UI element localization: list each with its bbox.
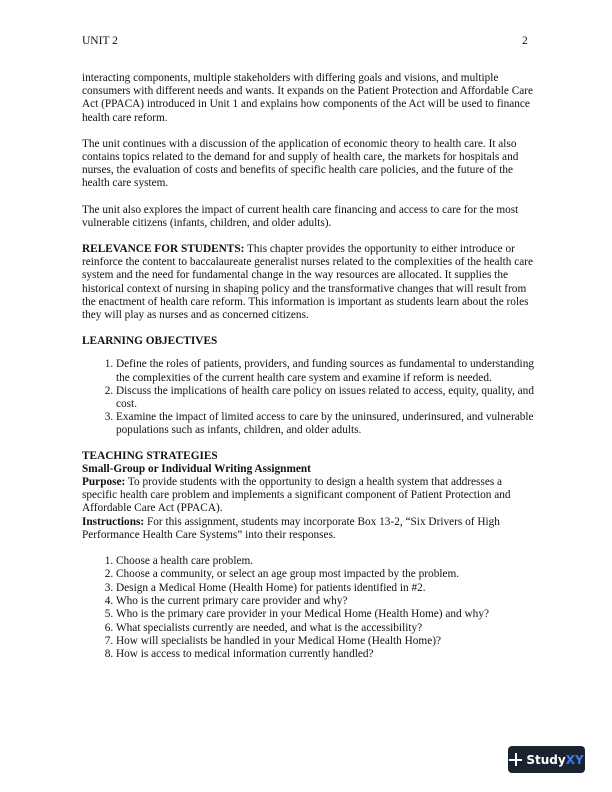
assignment-steps-list — [82, 555, 534, 661]
step-item: 2. Choose a community, or select an age group most impacted by the problem. — [116, 568, 534, 581]
page-content — [82, 72, 534, 661]
objectives-list — [82, 358, 534, 437]
purpose-text: To provide students with the opportunity to design a health system that addresses a specific health care problem and implements a significant component of Patient Protection and Affordable Care Act (PPACA). — [82, 476, 511, 515]
purpose-paragraph — [82, 476, 534, 516]
step-item: 5. Who is the primary care provider in your Medical Home (Health Home) and why? — [116, 608, 534, 621]
step-item: 6. What specialists currently are needed, and what is the accessibility? — [116, 622, 534, 635]
objective-item: 1. Define the roles of patients, providers, and funding sources as fundamental to understanding the complexities of the current health care system and examine if reform is needed. — [116, 358, 534, 384]
relevance-paragraph — [82, 243, 534, 322]
page-number: 2 — [522, 35, 528, 47]
objectives-heading: LEARNING OBJECTIVES — [82, 335, 218, 348]
studyxy-logo-text: StudyXY — [526, 752, 584, 767]
teaching-heading: TEACHING STRATEGIES — [82, 449, 218, 462]
instructions-label: Instructions: — [82, 515, 145, 528]
running-header: UNIT 2 — [82, 35, 118, 47]
step-item: 1. Choose a health care problem. — [116, 555, 534, 568]
step-item: 7. How will specialists be handled in your Medical Home (Health Home)? — [116, 635, 534, 648]
assignment-subheading: Small-Group or Individual Writing Assignment — [82, 462, 311, 475]
studyxy-badge[interactable] — [508, 746, 585, 773]
instructions-paragraph — [82, 516, 534, 542]
step-item: 8. How is access to medical information currently handled? — [116, 648, 534, 661]
objective-item: 2. Discuss the implications of health care policy on issues related to access, equity, quality, and cost. — [116, 385, 534, 411]
intro-paragraph-3: The unit also explores the impact of current health care financing and access to care for the most vulnerable citizens (infants, children, and older adults). — [82, 203, 519, 229]
intro-paragraph-2: The unit continues with a discussion of the application of economic theory to health care. It also contains topics related to the demand for and supply of health care, the markets for hospitals and nurses, the evaluation of costs and benefits of specific health care policies, and the future of the health care system. — [82, 137, 519, 190]
relevance-label: RELEVANCE FOR STUDENTS: — [82, 243, 245, 256]
instructions-text: For this assignment, students may incorporate Box 13-2, “Six Drivers of High Performance Health Care Systems” into their responses. — [82, 515, 500, 541]
plus-icon — [509, 753, 522, 766]
intro-paragraph-1: interacting components, multiple stakeholders with differing goals and visions, and multiple consumers with different needs and wants. It expands on the Patient Protection and Affordable Care Act (PPACA) introduced in Unit 1 and explains how components of the Act will be used to finance health care reform. — [82, 72, 534, 124]
step-item: 4. Who is the current primary care provider and why? — [116, 595, 534, 608]
step-item: 3. Design a Medical Home (Health Home) for patients identified in #2. — [116, 582, 534, 595]
relevance-text: This chapter provides the opportunity to either introduce or reinforce the content to baccalaureate generalist nurses related to the complexities of the health care system and the need for fundamental change in the way resources are allocated. It supplies the historical context of nursing in shaping policy and the transformative changes that will result from the enactment of health care reform. This information is important as students learn about the roles they will play as nurses and as concerned citizens. — [82, 243, 534, 322]
purpose-label: Purpose: — [82, 476, 126, 489]
objective-item: 3. Examine the impact of limited access to care by the uninsured, underinsured, and vulnerable populations such as infants, children, and older adults. — [116, 411, 534, 437]
